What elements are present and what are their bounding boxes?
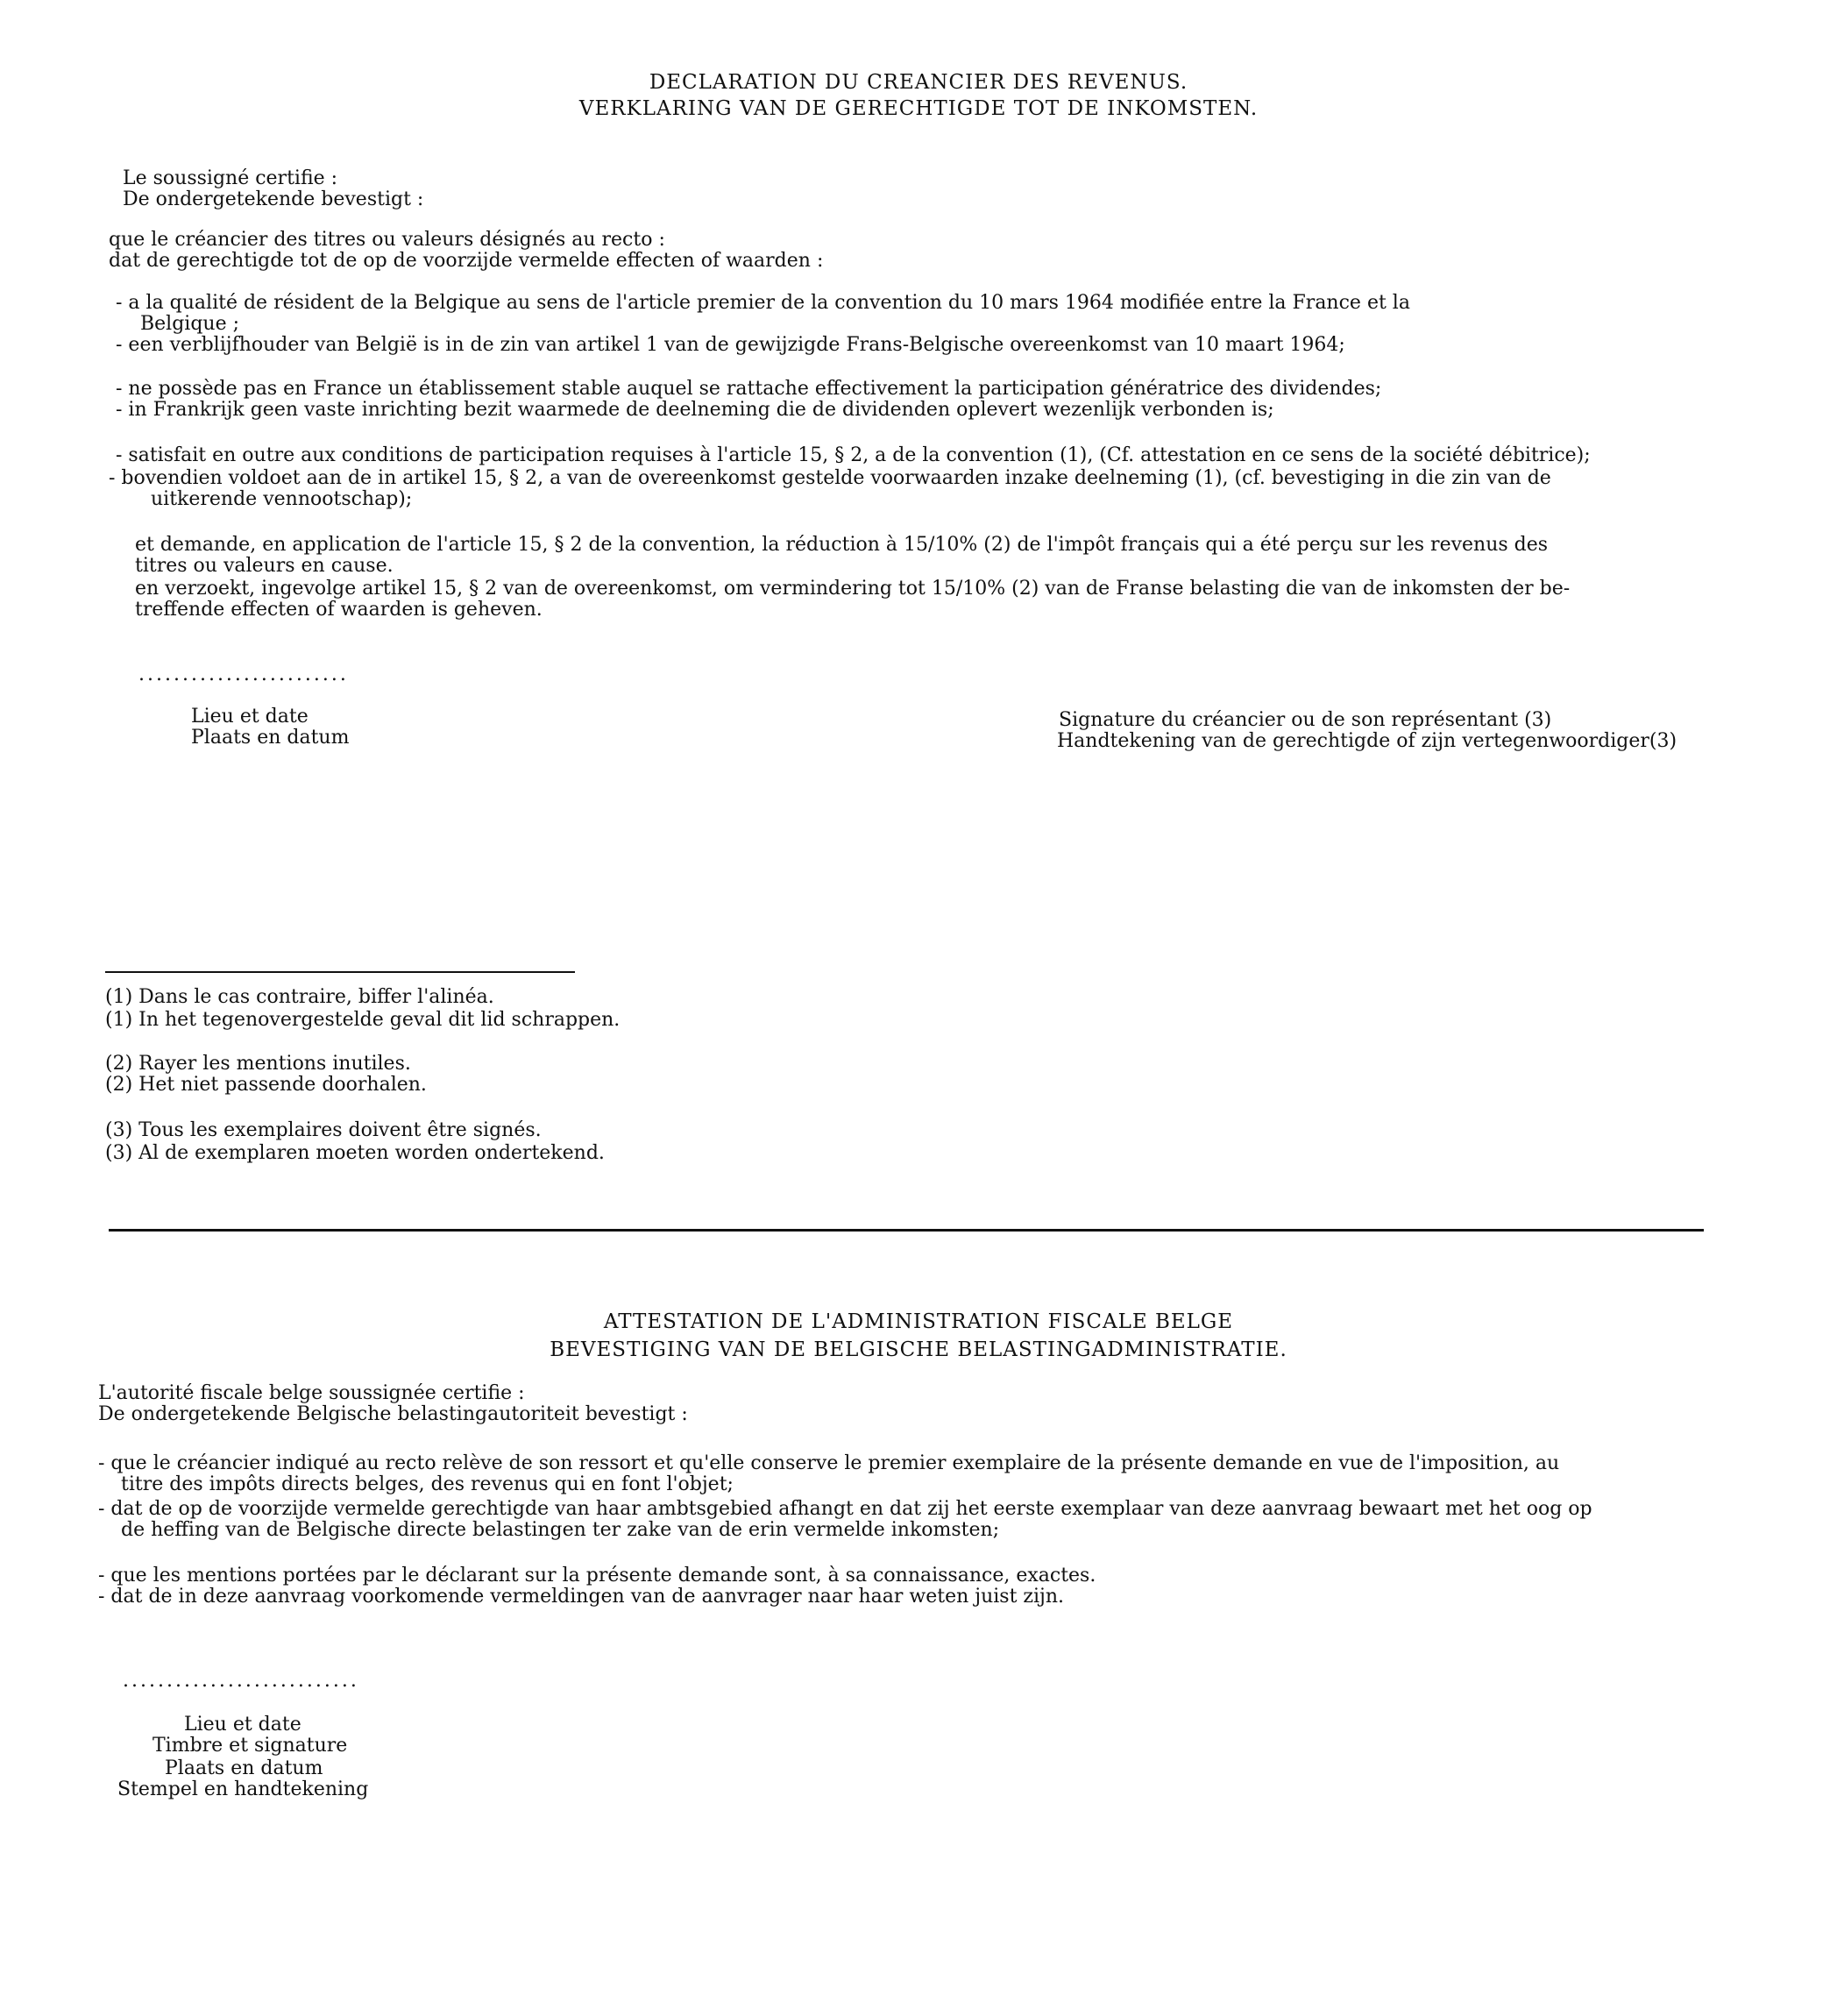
att-item1-nl-line1: - dat de op de voorzijde vermelde gerechtigde van haar ambtsgebied afhangt en dat zij het eerste exemplaar van deze aanvraag bewaart met het oog op — [98, 1498, 1592, 1520]
signature-nl: Handtekening van de gerechtigde of zijn vertegenwoordiger(3) — [1057, 730, 1677, 752]
footnote-2-fr: (2) Rayer les mentions inutiles. — [105, 1053, 411, 1075]
att-place-date-nl: Plaats en datum — [165, 1757, 323, 1779]
footnote-1-nl: (1) In het tegenovergestelde geval dit lid schrappen. — [105, 1009, 621, 1031]
footnote-3-nl: (3) Al de exemplaren moeten worden ondertekend. — [105, 1142, 605, 1164]
declaration-date-dots: ........................ — [138, 664, 349, 685]
item2-nl: - in Frankrijk geen vaste inrichting bezit waarmede de deelneming die de dividenden oplevert wezenlijk verbonden is; — [116, 399, 1274, 421]
intro-nl: dat de gerechtigde tot de op de voorzijde vermelde effecten of waarden : — [109, 250, 824, 272]
authority-certify-nl: De ondergetekende Belgische belastingautoriteit bevestigt : — [98, 1403, 688, 1425]
place-date-nl: Plaats en datum — [191, 727, 350, 749]
attestation-date-dots: ........................... — [123, 1670, 359, 1692]
request-nl-line1: en verzoekt, ingevolge artikel 15, § 2 van de overeenkomst, om vermindering tot 15/10% (2) van de Franse belasting die van de inkomsten der be- — [135, 578, 1571, 600]
item1-fr-line2: Belgique ; — [140, 313, 240, 335]
item1-fr-line1: - a la qualité de résident de la Belgique au sens de l'article premier de la convention du 10 mars 1964 modifiée entre la France et la — [116, 292, 1410, 314]
request-nl-line2: treffende effecten of waarden is geheven. — [135, 599, 543, 621]
item2-fr: - ne possède pas en France un établissement stable auquel se rattache effectivement la participation génératrice des dividendes; — [116, 378, 1382, 400]
item1-nl: - een verblijfhouder van België is in de zin van artikel 1 van de gewijzigde Frans-Belgische overeenkomst van 10 maart 1964; — [116, 334, 1345, 356]
att-item2-fr: - que les mentions portées par le déclarant sur la présente demande sont, à sa connaissance, exactes. — [98, 1565, 1096, 1587]
footnote-3-fr: (3) Tous les exemplaires doivent être signés. — [105, 1119, 542, 1141]
footnote-rule — [105, 971, 575, 973]
att-item1-fr-line1: - que le créancier indiqué au recto relève de son ressort et qu'elle conserve le premier exemplaire de la présente demande en vue de l'imposition, au — [98, 1452, 1560, 1474]
attestation-title-nl: BEVESTIGING VAN DE BELGISCHE BELASTINGADMINISTRATIE. — [550, 1338, 1287, 1361]
att-item1-fr-line2: titre des impôts directs belges, des revenus qui en font l'objet; — [121, 1473, 734, 1495]
signature-fr: Signature du créancier ou de son représentant (3) — [1059, 709, 1552, 731]
att-item1-nl-line2: de heffing van de Belgische directe belastingen ter zake van de erin vermelde inkomsten; — [121, 1519, 1000, 1541]
declaration-title-fr: DECLARATION DU CREANCIER DES REVENUS. — [649, 71, 1188, 94]
footnote-1-fr: (1) Dans le cas contraire, biffer l'alinéa. — [105, 986, 494, 1008]
item3-nl-line2: uitkerende vennootschap); — [151, 488, 413, 510]
att-stamp-fr: Timbre et signature — [152, 1735, 348, 1757]
att-place-date-fr: Lieu et date — [184, 1714, 301, 1736]
authority-certify-fr: L'autorité fiscale belge soussignée certifie : — [98, 1382, 525, 1404]
request-fr-line2: titres ou valeurs en cause. — [135, 555, 394, 577]
certify-fr: Le soussigné certifie : — [123, 167, 338, 189]
item3-fr: - satisfait en outre aux conditions de participation requises à l'article 15, § 2, a de la convention (1), (Cf. attestation en ce sens de la société débitrice); — [116, 444, 1591, 466]
att-item2-nl: - dat de in deze aanvraag voorkomende vermeldingen van de aanvrager naar haar weten juist zijn. — [98, 1586, 1065, 1608]
certify-nl: De ondergetekende bevestigt : — [123, 188, 424, 210]
request-fr-line1: et demande, en application de l'article 15, § 2 de la convention, la réduction à 15/10% (2) de l'impôt français qui a été perçu sur les revenus des — [135, 534, 1549, 556]
section-divider — [109, 1229, 1704, 1232]
intro-fr: que le créancier des titres ou valeurs désignés au recto : — [109, 229, 665, 251]
declaration-title-nl: VERKLARING VAN DE GERECHTIGDE TOT DE INKOMSTEN. — [578, 97, 1259, 120]
footnote-2-nl: (2) Het niet passende doorhalen. — [105, 1074, 427, 1096]
place-date-fr: Lieu et date — [191, 706, 309, 728]
item3-nl-line1: - bovendien voldoet aan de in artikel 15, § 2, a van de overeenkomst gestelde voorwaarden inzake deelneming (1), (cf. bevestiging in die zin van de — [109, 467, 1551, 489]
attestation-title-fr: ATTESTATION DE L'ADMINISTRATION FISCALE BELGE — [603, 1310, 1234, 1333]
att-stamp-nl: Stempel en handtekening — [117, 1778, 369, 1800]
